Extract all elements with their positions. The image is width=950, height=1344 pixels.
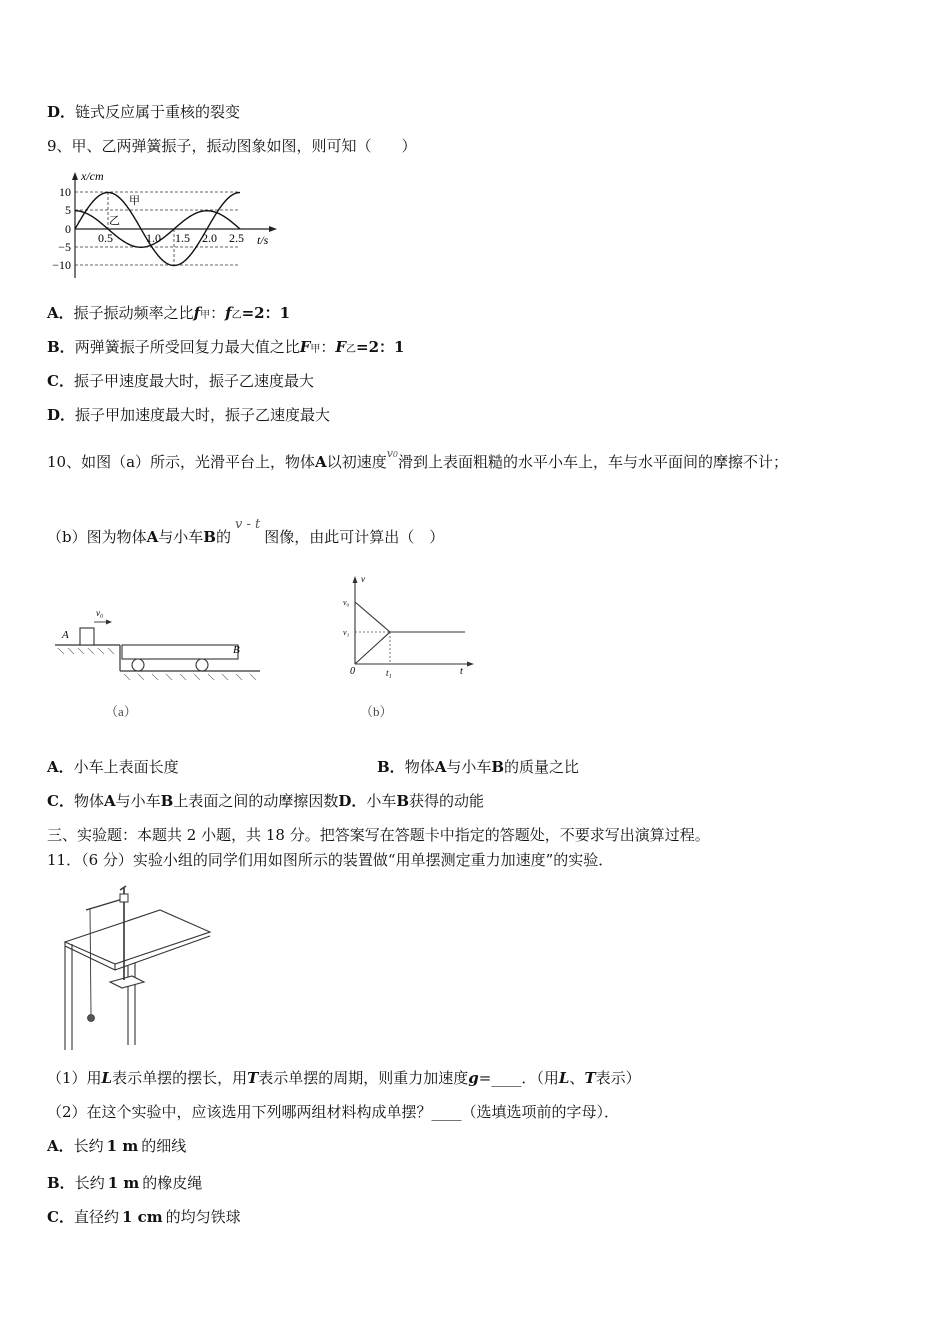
option-text: 长约 [73,1137,104,1155]
q9-option-c [47,371,314,391]
ytick-neg5: −5 [58,240,71,254]
q11-option-b [47,1173,202,1193]
ytick-neg10: −10 [52,258,71,272]
xtick-2.5: 2.5 [229,231,244,245]
q10-figure-b [335,572,485,727]
v0-arrowhead [106,620,112,625]
q10-option-a [47,757,179,777]
stem-text: 滑到上表面粗糙的水平小车上，车与水平面间的摩擦不计； [398,453,789,471]
stem-text: 10、如图（a）所示，光滑平台上，物体 [47,453,316,471]
symbol-L: L [101,1069,113,1087]
wheel-right [196,659,208,671]
caption-b: （b） [360,704,393,719]
label-t: t [460,666,463,677]
symbol-f: f [193,304,201,322]
wheel-left [132,659,144,671]
text: （1）用 [47,1069,102,1087]
subscript-yi: 乙 [231,310,242,321]
object-b: B [491,758,505,776]
ratio: =2：1 [241,304,291,322]
ratio: =2：1 [356,338,405,356]
q9-option-d [47,405,330,425]
label-yi: 乙 [109,215,120,227]
q10-option-c-d [47,791,484,811]
v-sub: 0 [392,450,399,459]
q10-option-b [377,757,579,777]
v-axis-arrow [353,576,358,583]
option-letter: C． [47,372,74,390]
option-letter: B． [47,338,75,356]
symbol-F: F [299,338,311,356]
option-text: 振子甲速度最大时，振子乙速度最大 [73,372,314,390]
q10-figure-a [50,598,270,728]
y-axis-label: x/cm [81,169,104,183]
clamp [120,894,128,902]
symbol-g: g [468,1069,479,1087]
option-text: 两弹簧振子所受回复力最大值之比 [74,338,300,356]
object-a: A [434,758,447,776]
q9-option-b [47,337,404,360]
label-v: v [361,574,365,584]
option-letter: B． [47,1174,75,1192]
symbol-T: T [247,1069,259,1087]
symbol-vt: v - t [234,517,261,532]
option-text: 链式反应属于重核的裂变 [75,103,241,121]
q11-pendulum-figure [60,880,220,1055]
label-v0: v₀ [96,608,104,618]
q11-part2: （2）在这个实验中，应该选用下列哪两组材料构成单摆？____（选填选项前的字母）． [47,1103,620,1121]
option-letter: C． [47,1208,74,1226]
option-text: 的均匀铁球 [165,1208,241,1226]
block-a [80,628,94,645]
option-text: 获得的动能 [409,792,485,810]
x-axis-arrow [269,226,277,232]
stem-text: （b）图为物体 [47,528,147,546]
ytick-0: 0 [65,222,71,236]
section-3-heading: 三、实验题：本题共 2 小题，共 18 分。把答案写在答题卡中指定的答题处，不要求写出演算过程。 [47,826,710,844]
symbol-f: f [225,304,232,322]
separator: ： [210,304,226,322]
option-text: 上表面之间的动摩擦因数 [173,792,339,810]
x-axis-label: t/s [257,233,269,247]
text: 表示单摆的周期，则重力加速度 [258,1069,469,1087]
option-text: 物体 [404,758,435,776]
line-b [355,632,390,664]
option-text: 与小车 [446,758,492,776]
option-text: 振子振动频率之比 [73,304,194,322]
symbol-v0 [387,447,398,460]
option-text: 振子甲加速度最大时，振子乙速度最大 [75,406,331,424]
subscript-jia: 甲 [310,344,321,355]
label-v1: v₁ [343,628,350,637]
object-a: A [315,453,327,471]
q11-option-a [47,1136,186,1156]
symbol-F: F [335,338,347,356]
platform-hatch [58,648,114,654]
label-jia: 甲 [129,195,140,207]
stem-text: 图像，由此可计算出（ ） [264,528,445,546]
option-text: 直径约 [73,1208,119,1226]
option-text: 与小车 [115,792,161,810]
q11-option-c [47,1207,241,1227]
pendulum-bob [88,1015,95,1022]
q8-option-d [47,102,240,122]
label-v0: v₀ [343,598,350,607]
label-a: A [62,629,69,641]
option-letter: A． [47,758,74,776]
line-a [355,602,390,632]
text: 表示单摆的摆长，用 [112,1069,248,1087]
stem-text: 与小车 [158,528,204,546]
pendulum-string [90,909,91,1014]
q9-vibration-graph [45,168,285,280]
object-b: B [203,528,216,546]
option-letter: D． [47,406,76,424]
option-letter: A． [47,1137,74,1155]
option-letter: D． [47,103,76,121]
option-letter: C． [47,792,74,810]
xtick-1.0: 1.0 [146,231,161,245]
option-text: 长约 [74,1174,105,1192]
separator: ： [320,338,336,356]
object-b: B [160,792,174,810]
label-origin: 0 [350,666,355,677]
subscript-yi: 乙 [346,344,357,355]
ytick-10: 10 [59,185,71,199]
q11-part1 [47,1068,641,1088]
object-a: A [103,792,116,810]
option-text: 的质量之比 [504,758,580,776]
option-text: 的橡皮绳 [142,1174,203,1192]
option-text: 小车 [366,792,397,810]
quantity: 1 m [106,1137,139,1155]
quantity: 1 m [107,1174,140,1192]
label-b: B [233,644,240,656]
v: v [386,447,393,460]
q10-stem-line2 [47,517,445,549]
symbol-L: L [558,1069,570,1087]
text: 、 [569,1069,585,1087]
xtick-2.0: 2.0 [202,231,217,245]
text: =____．（用 [478,1069,559,1087]
subscript-jia: 甲 [200,310,211,321]
rod-top [120,886,126,890]
y-axis-arrow [72,172,78,180]
object-a: A [146,528,159,546]
stand-base [110,976,144,988]
text: 表示） [595,1069,641,1087]
q9-option-a [47,303,290,326]
option-letter: B． [377,758,405,776]
option-letter: D． [338,792,367,810]
quantity: 1 cm [121,1208,163,1226]
q9-stem: 9、甲、乙两弹簧振子，振动图象如图，则可知（ ） [47,137,417,155]
ytick-5: 5 [65,203,71,217]
ground-hatch [124,674,256,680]
stem-text: 的 [215,528,231,546]
symbol-T: T [584,1069,596,1087]
option-text: 小车上表面长度 [73,758,179,776]
option-text: 的细线 [141,1137,187,1155]
option-text: 物体 [73,792,104,810]
q11-stem: 11．（6 分）实验小组的同学们用如图所示的装置做“用单摆测定重力加速度”的实验． [47,851,614,869]
label-t1: t₁ [386,668,392,678]
q10-stem-line1 [47,447,789,475]
object-b: B [396,792,410,810]
t-axis-arrow [467,662,474,667]
stem-text: 以初速度 [326,453,387,471]
xtick-0.5: 0.5 [98,231,113,245]
caption-a: （a） [105,704,137,719]
cart-b [122,645,238,659]
option-letter: A． [47,304,74,322]
xtick-1.5: 1.5 [175,231,190,245]
